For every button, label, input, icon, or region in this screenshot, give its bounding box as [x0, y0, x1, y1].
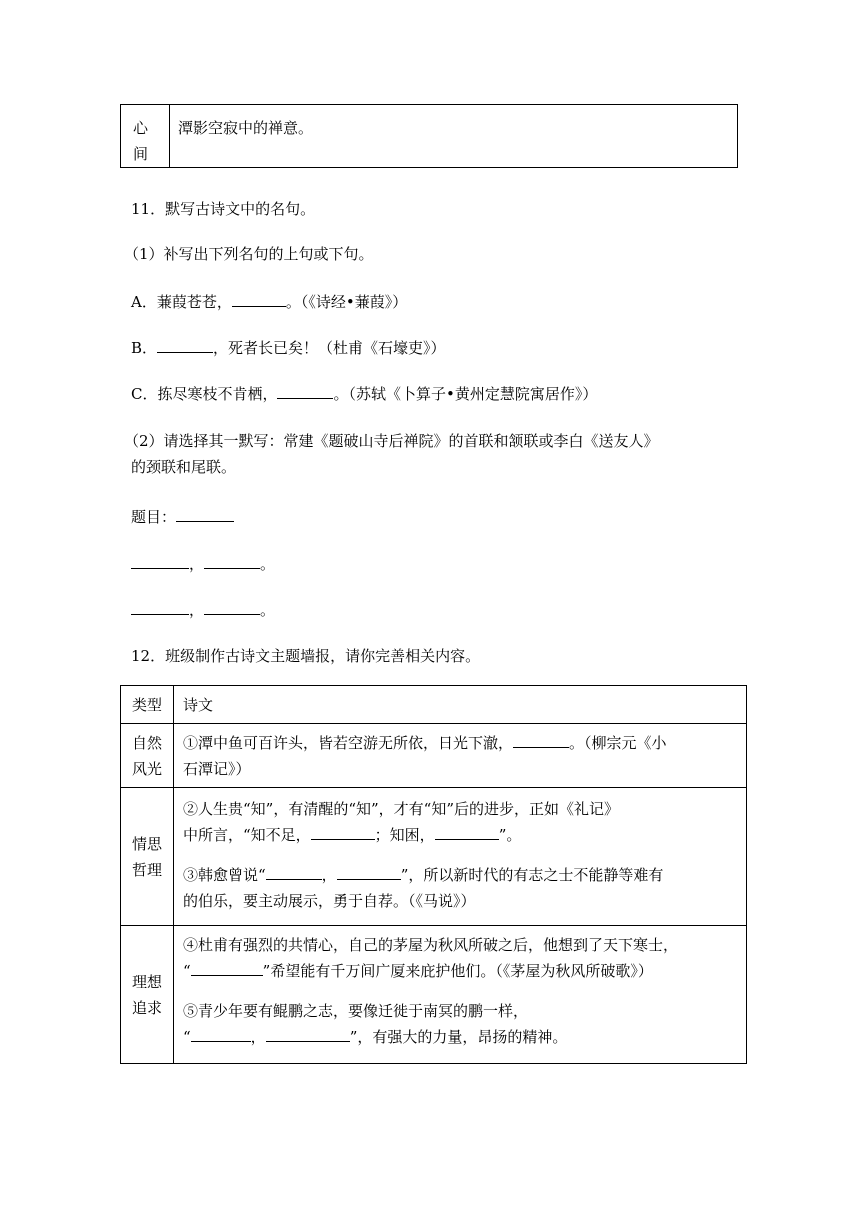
text: ，死者长已矣！（杜甫《石壕吏》）: [213, 339, 446, 357]
answer-blank[interactable]: [513, 731, 569, 748]
answer-blank[interactable]: [266, 1025, 350, 1042]
punct: 。: [260, 601, 276, 619]
text-line: 石潭记》）: [183, 760, 251, 778]
text: 。（苏轼《卜算子•黄州定慧院寓居作》）: [333, 385, 598, 403]
answer-blank[interactable]: [204, 598, 260, 615]
type-line: 追求: [131, 998, 162, 1017]
answer-blank[interactable]: [191, 1025, 251, 1042]
text-line: ②人生贵“知”，有清醒的“知”，才有“知”后的进步，正如《礼记》: [183, 800, 620, 818]
q11-part2-line1: （2）请选择其一默写：常建《题破山寺后禅院》的首联和颔联或李白《送友人》: [124, 432, 659, 450]
text: ”，有强大的力量，昂扬的精神。: [349, 1028, 568, 1046]
row-type: [121, 788, 174, 926]
answer-blank[interactable]: [191, 959, 263, 976]
text: ①潭中鱼可百许头，皆若空游无所依，日光下澈，: [183, 734, 514, 752]
label-line: 心: [133, 119, 149, 137]
punct: 。: [260, 555, 276, 573]
type-line: 情思: [131, 834, 162, 853]
row-type: [121, 926, 174, 1064]
text-line: [183, 730, 746, 756]
text: ，: [250, 1028, 266, 1046]
text-line: [183, 822, 746, 848]
text: ”。: [498, 826, 522, 844]
q11-poem-line: [131, 598, 275, 621]
text: C．拣尽寒枝不肯栖，: [131, 385, 278, 403]
answer-blank[interactable]: [232, 290, 286, 307]
text: “: [183, 1028, 191, 1046]
type-line: 理想: [131, 972, 162, 991]
text: 。（《诗经•蒹葭》）: [285, 293, 408, 311]
answer-blank[interactable]: [277, 382, 333, 399]
q11-title-line: [131, 505, 234, 528]
text: B．: [131, 339, 158, 357]
table-row: [121, 724, 747, 788]
label-line: 间: [133, 145, 149, 163]
text-line: [183, 958, 746, 984]
title-label: 题目：: [131, 508, 177, 526]
type-line: 哲理: [131, 860, 162, 879]
row-type: [121, 724, 174, 788]
header-poem: 诗文: [174, 686, 747, 724]
text: ”，所以新时代的有志之士不能静等难有: [400, 866, 664, 884]
answer-blank[interactable]: [266, 863, 322, 880]
answer-blank[interactable]: [337, 863, 401, 880]
q11-item-c: [131, 382, 597, 405]
q11-heading: 11．默写古诗文中的名句。: [131, 200, 316, 218]
text: A．蒹葭苍苍，: [131, 293, 232, 311]
answer-blank[interactable]: [157, 336, 213, 353]
text-line: [183, 862, 746, 888]
text: ，: [321, 866, 337, 884]
text-line: ④杜甫有强烈的共情心，自己的茅屋为秋风所破之后，他想到了天下寒士，: [183, 936, 679, 954]
q11-item-b: [131, 336, 446, 359]
answer-blank[interactable]: [131, 552, 189, 569]
text: ；知困，: [374, 826, 435, 844]
text: “: [183, 962, 191, 980]
table-header-row: [121, 686, 747, 724]
text-line: ⑤青少年要有鲲鹏之志，要像迁徙于南冥的鹏一样，: [183, 1002, 529, 1020]
answer-blank[interactable]: [131, 598, 189, 615]
text-line: [183, 1024, 746, 1050]
text: 中所言，“知不足，: [183, 826, 311, 844]
type-line: 风光: [131, 759, 162, 778]
text: 。（柳宗元《小: [569, 734, 667, 752]
answer-blank[interactable]: [204, 552, 260, 569]
row-content: [174, 724, 747, 788]
answer-blank[interactable]: [176, 505, 234, 522]
table-row: [121, 926, 747, 1064]
type-line: 自然: [131, 733, 162, 752]
header-type: 类型: [121, 686, 174, 724]
punct: ，: [189, 601, 205, 619]
top-table-content: 潭影空寂中的禅意。: [178, 119, 314, 137]
row-content: [174, 788, 747, 926]
top-table: [120, 104, 738, 168]
theme-table: [120, 685, 747, 1064]
top-table-label: [121, 105, 170, 167]
text: ③韩愈曾说“: [183, 866, 266, 884]
row-content: [174, 926, 747, 1064]
punct: ，: [189, 555, 205, 573]
answer-blank[interactable]: [435, 823, 499, 840]
q12-heading: 12．班级制作古诗文主题墙报，请你完善相关内容。: [131, 647, 481, 665]
text-line: 的伯乐，要主动展示，勇于自荐。（《马说》）: [183, 892, 476, 910]
q11-item-a: [131, 290, 407, 313]
answer-blank[interactable]: [311, 823, 375, 840]
text: ”希望能有千万间广厦来庇护他们。（《茅屋为秋风所破歌》）: [262, 962, 653, 980]
q11-poem-line: [131, 552, 275, 575]
q11-part1: （1）补写出下列名句的上句或下句。: [124, 245, 374, 263]
table-row: [121, 788, 747, 926]
q11-part2-line2: 的颈联和尾联。: [131, 458, 237, 476]
